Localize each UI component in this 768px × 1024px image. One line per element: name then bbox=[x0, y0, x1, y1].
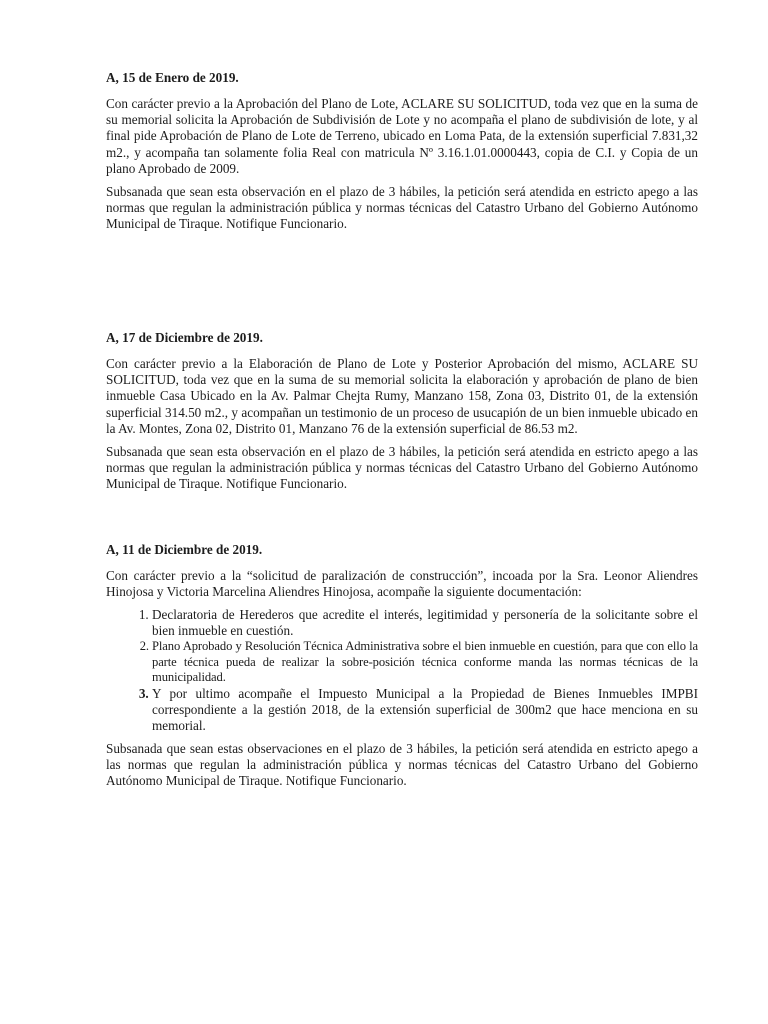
entry-date: A, 17 de Diciembre de 2019. bbox=[106, 330, 263, 345]
entry-date: A, 15 de Enero de 2019. bbox=[106, 70, 239, 85]
entry-date: A, 11 de Diciembre de 2019. bbox=[106, 542, 263, 557]
entry-paragraph: Subsanada que sean esta observación en el plazo de 3 hábiles, la petición será atendida en estricto apego a las normas que regulan la administración pública y normas técnicas del Catastro Urbano del Gobierno Autónomo Municipal de Tiraque. Notifique Funcionario. bbox=[106, 444, 698, 492]
entry-paragraph: Con carácter previo a la Elaboración de Plano de Lote y Posterior Aprobación del mismo, ACLARE SU SOLICITUD, toda vez que en la suma de su memorial solicita la elaboración y aprobación de plano de bien inmueble Casa Ubicado en la Av. Palmar Chejta Rumy, Manzano 158, Zona 03, Distrito 01, de la extensión superficial 314.50 m2., y acompañan un testimonio de un proceso de usucapión de un bien inmueble ubicado en la Av. Montes, Zona 02, Distrito 01, Manzano 76 de la extensión superficial de 86.53 m2. bbox=[106, 356, 698, 436]
entry-2019-01-15 bbox=[106, 70, 698, 240]
required-documents-list bbox=[106, 607, 698, 734]
list-item: 1. Declaratoria de Herederos que acredite el interés, legitimidad y personería de la solicitante sobre el bien inmueble en cuestión. bbox=[152, 607, 698, 639]
list-item: 2. Plano Aprobado y Resolución Técnica Administrativa sobre el bien inmueble en cuestión, para que con ello la parte técnica pueda de realizar la sobre-posición técnica conforme manda las normas técnicas de la municipalidad. bbox=[152, 639, 698, 686]
entry-paragraph: Subsanada que sean esta observación en el plazo de 3 hábiles, la petición será atendida en estricto apego a las normas que regulan la administración pública y normas técnicas del Catastro Urbano del Gobierno Autónomo Municipal de Tiraque. Notifique Funcionario. bbox=[106, 184, 698, 232]
entry-closing: Subsanada que sean estas observaciones en el plazo de 3 hábiles, la petición será atendida en estricto apego a las normas que regulan la administración pública y normas técnicas del Catastro Urbano del Gobierno Autónomo Municipal de Tiraque. Notifique Funcionario. bbox=[106, 740, 698, 789]
entry-intro: Con carácter previo a la “solicitud de paralización de construcción”, incoada por la Sra. Leonor Aliendres Hinojosa y Victoria Marcelina Aliendres Hinojosa, acompañe la siguiente documentación: bbox=[106, 568, 698, 600]
list-item: 3. Y por ultimo acompañe el Impuesto Municipal a la Propiedad de Bienes Inmuebles IMPBI correspondiente a la gestión 2018, de la extensión superficial de 300m2 que hace menciona en su memorial. bbox=[152, 686, 698, 734]
entry-2019-12-17 bbox=[106, 330, 698, 500]
entry-2019-12-11 bbox=[106, 542, 698, 797]
entry-paragraph: Con carácter previo a la Aprobación del Plano de Lote, ACLARE SU SOLICITUD, toda vez que en la suma de su memorial solicita la Aprobación de Subdivisión de Lote y no acompaña el plano de subdivisión de lote, y al final pide Aprobación de Plano de Lote de Terreno, ubicado en Loma Pata, de la extensión superficial 7.831,32 m2., y acompaña tan solamente folia Real con matricula Nº 3.16.1.01.0000443, copia de C.I. y Copia de un plano Aprobado de 2009. bbox=[106, 96, 698, 176]
